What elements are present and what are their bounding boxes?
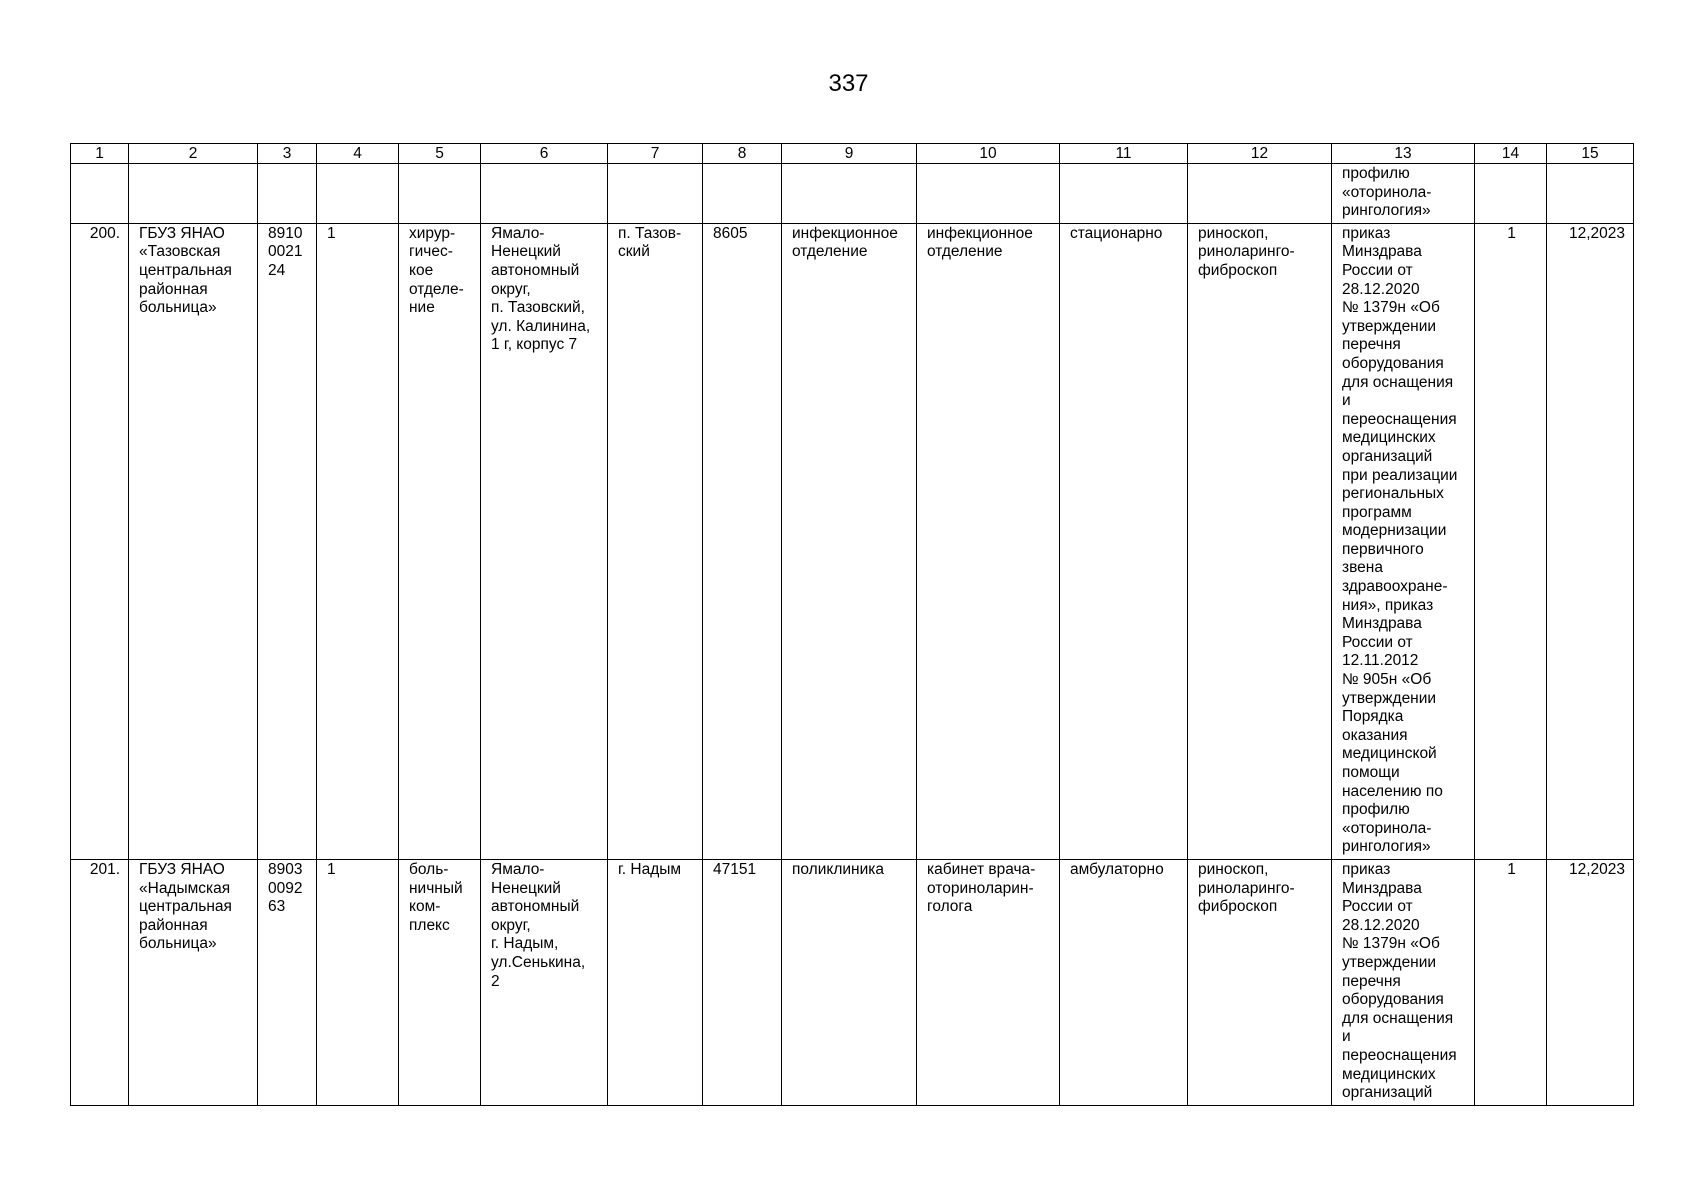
- subdivision-cell: [782, 164, 917, 224]
- locality-cell: г. Надым: [608, 859, 703, 1105]
- table-row-continuation: [71, 164, 1634, 224]
- column-number: 13: [1332, 144, 1475, 164]
- quantity-cell: [1475, 164, 1547, 224]
- count-cell: 1: [317, 859, 399, 1105]
- organization-cell: [129, 164, 258, 224]
- column-number: 4: [317, 144, 399, 164]
- column-number: 15: [1547, 144, 1634, 164]
- address-cell: Ямало- Ненецкий автономный округ, п. Тазовский, ул. Калинина, 1 г, корпус 7: [481, 223, 608, 859]
- column-number: 12: [1188, 144, 1332, 164]
- department-cell: инфекционное отделение: [917, 223, 1060, 859]
- column-number: 3: [258, 144, 317, 164]
- population-cell: [703, 164, 782, 224]
- column-number: 6: [481, 144, 608, 164]
- subdivision-cell: инфекционное отделение: [782, 223, 917, 859]
- locality-cell: п. Тазов- ский: [608, 223, 703, 859]
- address-cell: Ямало- Ненецкий автономный округ, г. Надым, ул.Сенькина, 2: [481, 859, 608, 1105]
- column-number: 1: [71, 144, 129, 164]
- equipment-cell: риноскоп, риноларинго- фиброскоп: [1188, 859, 1332, 1105]
- deadline-cell: 12,2023: [1547, 223, 1634, 859]
- equipment-cell: риноскоп, риноларинго- фиброскоп: [1188, 223, 1332, 859]
- row-number-cell: [71, 164, 129, 224]
- row-number-cell: 200.: [71, 223, 129, 859]
- unit-type-cell: хирур- гичес- кое отделе- ние: [399, 223, 481, 859]
- row-number-cell: 201.: [71, 859, 129, 1105]
- column-number: 5: [399, 144, 481, 164]
- column-number-row: [71, 144, 1634, 164]
- column-number: 10: [917, 144, 1060, 164]
- quantity-cell: 1: [1475, 859, 1547, 1105]
- deadline-cell: [1547, 164, 1634, 224]
- population-cell: 47151: [703, 859, 782, 1105]
- care-form-cell: [1060, 164, 1188, 224]
- code-cell: 8910 0021 24: [258, 223, 317, 859]
- regulation-cell: профилю «оторинола- рингология»: [1332, 164, 1475, 224]
- column-number: 14: [1475, 144, 1547, 164]
- column-number: 11: [1060, 144, 1188, 164]
- column-number: 7: [608, 144, 703, 164]
- locality-cell: [608, 164, 703, 224]
- table-row: [71, 223, 1634, 859]
- unit-type-cell: [399, 164, 481, 224]
- count-cell: [317, 164, 399, 224]
- column-number: 9: [782, 144, 917, 164]
- code-cell: 8903 0092 63: [258, 859, 317, 1105]
- address-cell: [481, 164, 608, 224]
- code-cell: [258, 164, 317, 224]
- population-cell: 8605: [703, 223, 782, 859]
- column-number: 8: [703, 144, 782, 164]
- care-form-cell: стационарно: [1060, 223, 1188, 859]
- organization-cell: ГБУЗ ЯНАО «Надымская центральная районная больница»: [129, 859, 258, 1105]
- equipment-cell: [1188, 164, 1332, 224]
- regulation-cell: приказ Минздрава России от 28.12.2020 № 1379н «Об утверждении перечня оборудования для оснащения и переоснащения медицинских организаций: [1332, 859, 1475, 1105]
- department-cell: [917, 164, 1060, 224]
- subdivision-cell: поликлиника: [782, 859, 917, 1105]
- department-cell: кабинет врача- оториноларин- голога: [917, 859, 1060, 1105]
- table-row: [71, 859, 1634, 1105]
- unit-type-cell: боль- ничный ком- плекс: [399, 859, 481, 1105]
- quantity-cell: 1: [1475, 223, 1547, 859]
- regulation-cell: приказ Минздрава России от 28.12.2020 № 1379н «Об утверждении перечня оборудования для оснащения и переоснащения медицинских организаций при реализации региональных программ модернизации первичного звена здравоохране- ния», приказ Минздрава России от 12.11.2012 № 905н «Об утверждении Порядка оказания медицинской помощи населению по профилю «оторинола- рингология»: [1332, 223, 1475, 859]
- organization-cell: ГБУЗ ЯНАО «Тазовская центральная районная больница»: [129, 223, 258, 859]
- count-cell: 1: [317, 223, 399, 859]
- equipment-table: [70, 143, 1634, 1106]
- column-number: 2: [129, 144, 258, 164]
- care-form-cell: амбулаторно: [1060, 859, 1188, 1105]
- page-number: 337: [828, 70, 869, 97]
- deadline-cell: 12,2023: [1547, 859, 1634, 1105]
